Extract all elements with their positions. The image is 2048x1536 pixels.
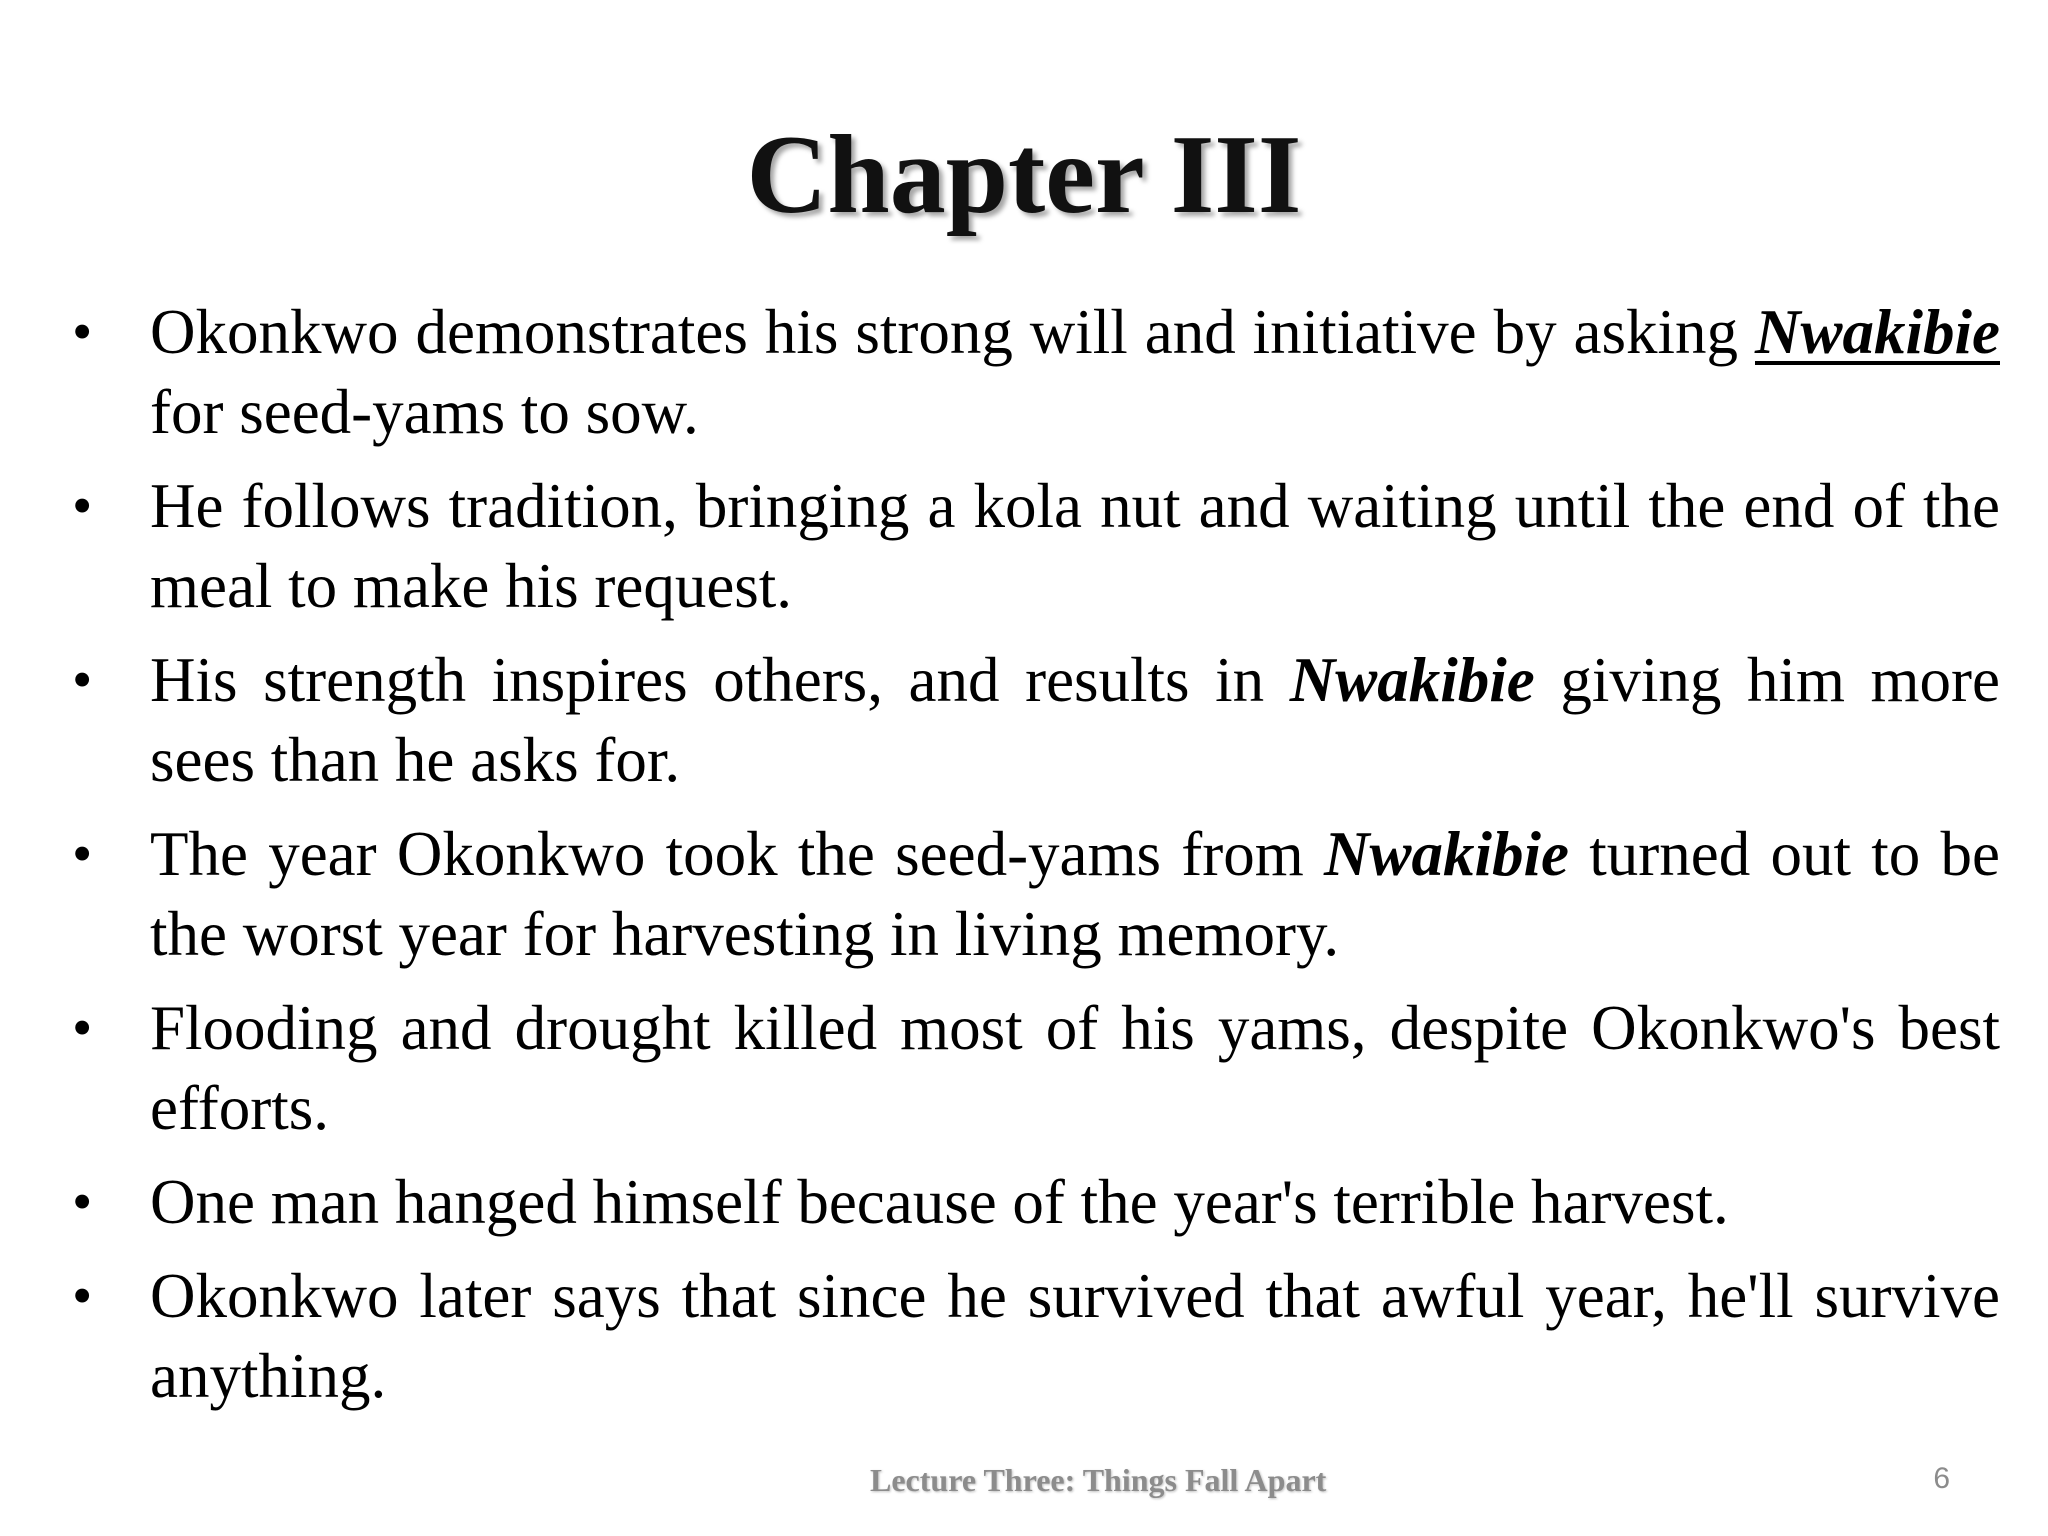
bullet-icon: • [72, 299, 93, 364]
bullet-text: Flooding and drought killed most of his yams, despite Okonkwo's best efforts. [150, 993, 2000, 1143]
bullet-list [68, 292, 2000, 1430]
bullet-icon: • [72, 473, 93, 538]
bullet-icon: • [72, 821, 93, 886]
bullet-item [68, 466, 2000, 626]
bullet-text: Okonkwo demonstrates his strong will and initiative by asking [150, 297, 1755, 367]
character-name: Nwakibie [1755, 297, 2000, 367]
character-name: Nwakibie [1289, 645, 1535, 715]
character-name: Nwakibie [1324, 819, 1570, 889]
bullet-icon: • [72, 1263, 93, 1328]
bullet-item [68, 1162, 2000, 1242]
bullet-icon: • [72, 995, 93, 1060]
bullet-icon: • [72, 1169, 93, 1234]
bullet-text: turned out to be the worst year for harvesting in living memory. [150, 819, 2000, 969]
bullet-text: One man hanged himself because of the year's terrible harvest. [150, 1167, 1729, 1237]
bullet-icon: • [72, 647, 93, 712]
slide-title: Chapter III [746, 113, 1302, 237]
bullet-text: The year Okonkwo took the seed-yams from [150, 819, 1325, 889]
bullet-text: He follows tradition, bringing a kola nut and waiting until the end of the meal to make his request. [150, 471, 2000, 621]
bullet-item [68, 988, 2000, 1148]
bullet-item [68, 292, 2000, 452]
bullet-item [68, 814, 2000, 974]
bullet-item [68, 1256, 2000, 1416]
slide-footer: Lecture Three: Things Fall Apart [870, 1462, 1327, 1498]
bullet-text: His strength inspires others, and results in [150, 645, 1290, 715]
page-number: 6 [1933, 1462, 1950, 1495]
bullet-text: Okonkwo later says that since he survived that awful year, he'll survive anything. [150, 1261, 2000, 1411]
bullet-text: giving him more sees than he asks for. [150, 645, 2000, 795]
bullet-item [68, 640, 2000, 800]
bullet-text: for seed-yams to sow. [150, 377, 699, 447]
